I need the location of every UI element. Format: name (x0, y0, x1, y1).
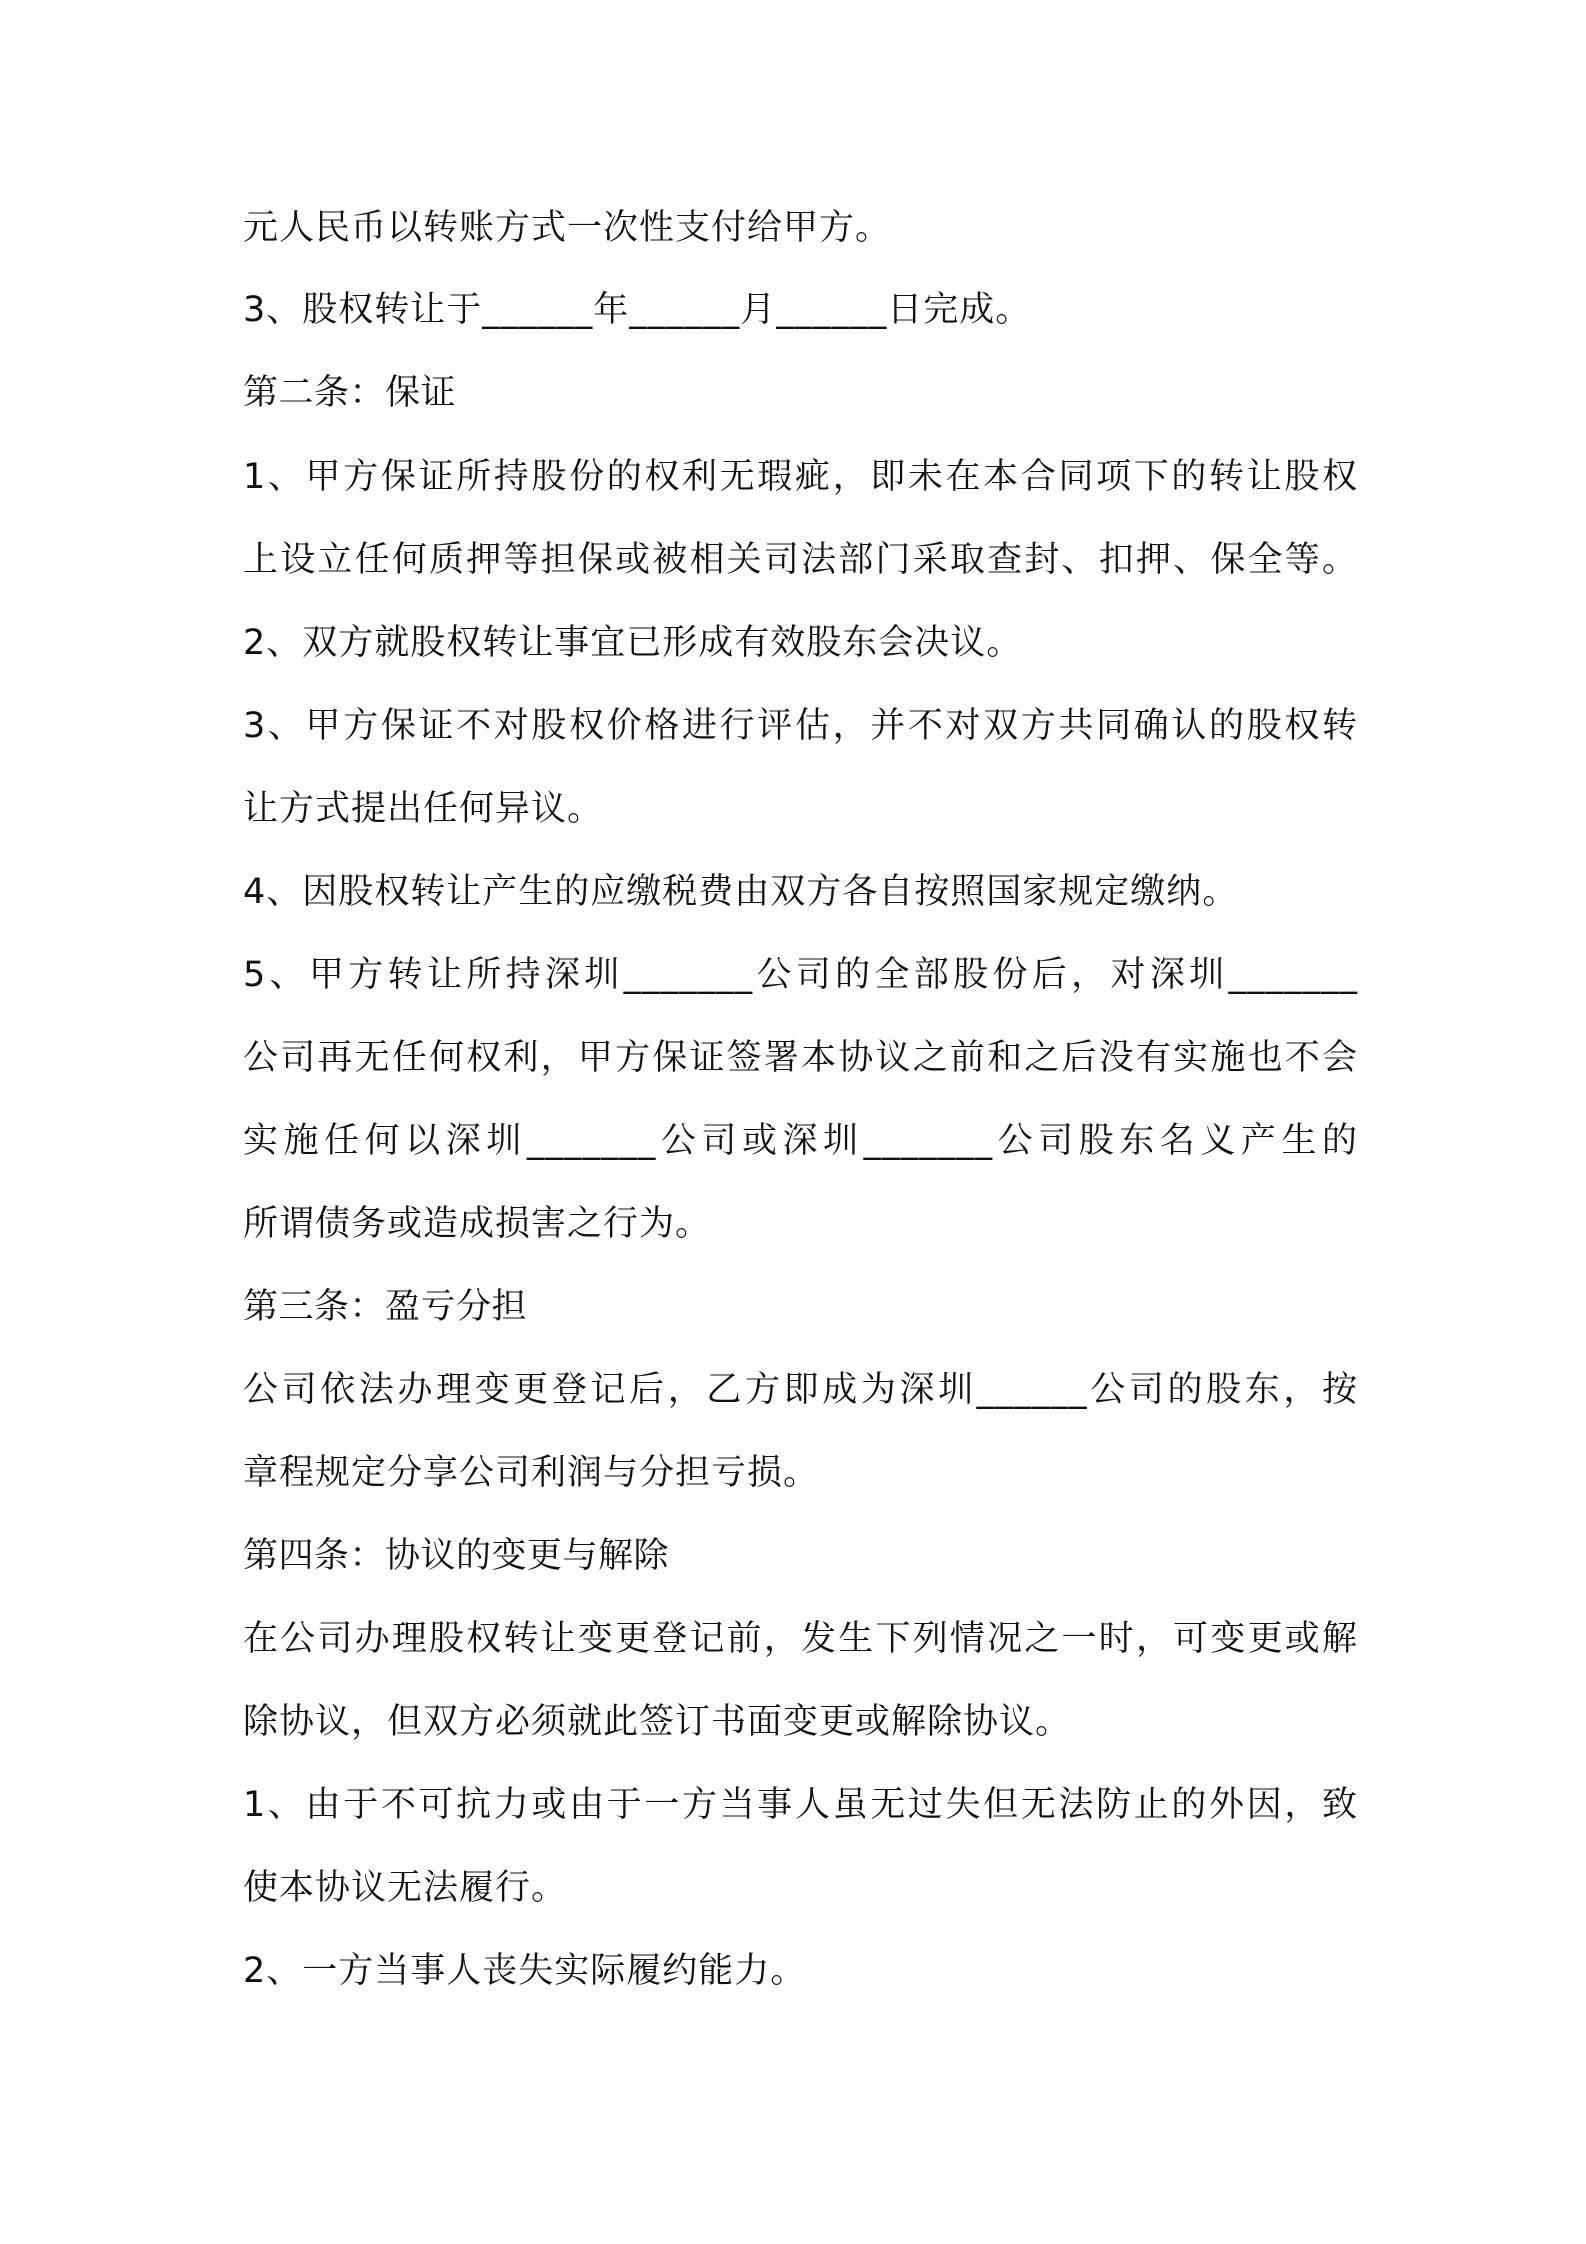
paragraph-line: 4、因股权转让产生的应缴税费由双方各自按照国家规定缴纳。 (243, 872, 1239, 912)
paragraph-line: 公司再无任何权利，甲方保证签署本协议之前和之后没有实施也不会 (243, 1038, 1358, 1078)
paragraph-line: 使本协议无法履行。 (243, 1868, 568, 1908)
paragraph-line: 2、一方当事人丧失实际履约能力。 (243, 1951, 807, 1991)
paragraph-line: 让方式提出任何异议。 (243, 789, 604, 829)
paragraph-line: 章程规定分享公司利润与分担亏损。 (243, 1453, 820, 1493)
section-heading: 第四条：协议的变更与解除 (243, 1536, 670, 1576)
paragraph-line: 实施任何以深圳_______公司或深圳_______公司股东名义产生的 (243, 1121, 1358, 1161)
paragraph-line: 3、甲方保证不对股权价格进行评估，并不对双方共同确认的股权转 (243, 706, 1358, 746)
section-heading: 第三条：盈亏分担 (243, 1287, 528, 1327)
paragraph-line: 2、双方就股权转让事宜已形成有效股东会决议。 (243, 623, 1023, 663)
paragraph-line: 除协议，但双方必须就此签订书面变更或解除协议。 (243, 1702, 1072, 1742)
paragraph-line: 1、由于不可抗力或由于一方当事人虽无过失但无法防止的外因，致 (243, 1785, 1358, 1825)
paragraph-line: 3、股权转让于______年______月______日完成。 (243, 290, 1032, 330)
paragraph-line: 5、甲方转让所持深圳_______公司的全部股份后，对深圳_______ (243, 955, 1358, 995)
paragraph-line: 公司依法办理变更登记后，乙方即成为深圳______公司的股东，按 (243, 1370, 1358, 1410)
paragraph-line: 所谓债务或造成损害之行为。 (243, 1204, 712, 1244)
paragraph-line: 在公司办理股权转让变更登记前，发生下列情况之一时，可变更或解 (243, 1619, 1358, 1659)
paragraph-line: 1、甲方保证所持股份的权利无瑕疵，即未在本合同项下的转让股权 (243, 457, 1358, 497)
paragraph-line: 上设立任何质押等担保或被相关司法部门采取查封、扣押、保全等。 (243, 540, 1358, 580)
section-heading: 第二条：保证 (243, 373, 457, 413)
paragraph-line: 元人民币以转账方式一次性支付给甲方。 (243, 208, 892, 248)
